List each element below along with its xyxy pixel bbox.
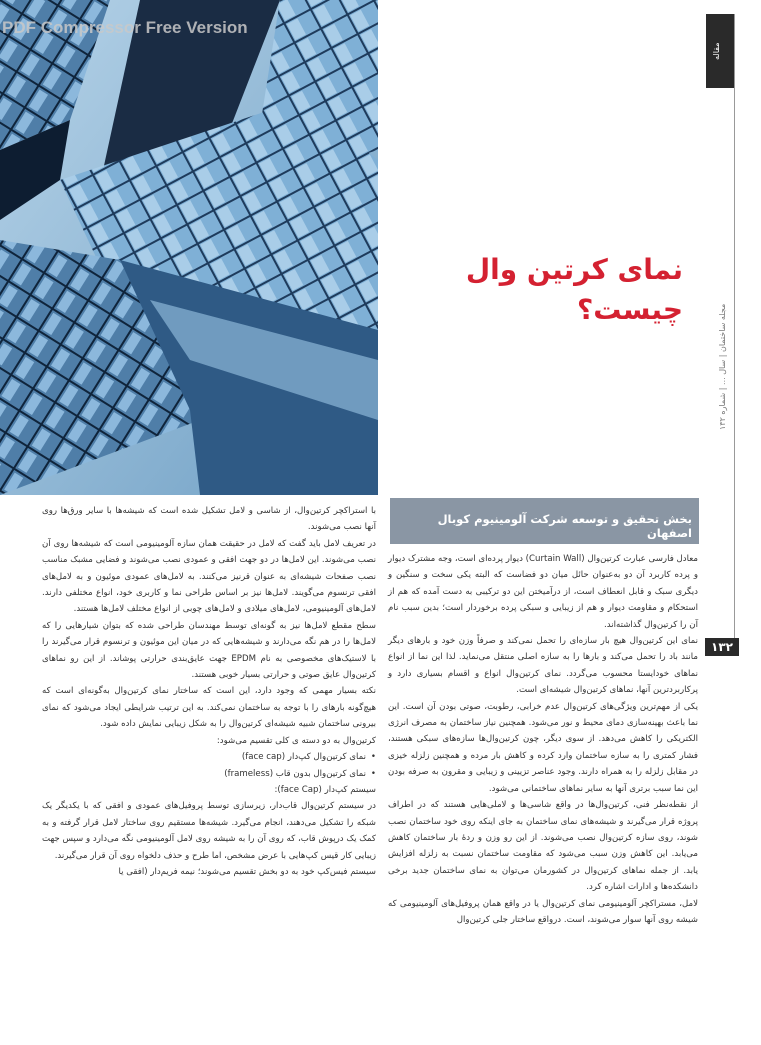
paragraph: یکی از مهم‌ترین ویژگی‌های کرتین‌وال عدم خرابی، رطوبت، صوتی بودن آن است. این نما باعث بهینه‌سازی دمای محیط و نور می‌شود. همچنین نیاز ساختمان به مصرف انرژی الکتریکی را کاهش می‌دهد. از سوی دیگر، چون کرتین‌وال‌ها سازه‌های سبکی هستند، فشار کمتری را به سازه ساختمان وارد کرده و کاهش بار مرده و همچنین زلزله خیزی در مقابل زلزله را به همراه دارند. وجود عناصر تزیینی و زیبایی و مقرون به صرفه بودن این نما سبب برتری آنها به سایر نماهای ساختمانی می‌شود. [388, 701, 698, 794]
paragraph: کرتین‌وال به دو دسته ی کلی تقسیم می‌شود: [216, 735, 376, 746]
left-text-column [42, 503, 376, 880]
bullet-item: • نمای کرتین‌وال بدون قاب (frameless) [42, 766, 376, 782]
paragraph: در سیستم کرتین‌وال قاب‌دار، زیرسازی توسط پروفیل‌های عمودی و افقی که با یکدیگر یک شبکه را تشکیل می‌دهند، انجام می‌گیرد. شیشه‌ها مستقیم روی ساختار لامل قرار گرفته و به کمک یک درپوش قاب، که روی آن را به شیشه روی لامل آلومینیومی نگه می‌دارد و سپس جهت زیبایی کار قیس کپ‌هایی با عرض مشخص، اما طرح و حذف دلخواه روی آن قرار می‌گیرند. [42, 801, 376, 861]
paragraph: سطح مقطع لامل‌ها نیز به گونه‌ای توسط مهندسان طراحی شده که بتوان شیارهایی را که لامل‌ها را در هم نگه می‌دارند و شیشه‌هایی که در میان این موئیون و ترنسوم قرار می‌گیرند را با لاستیک‌های مخصوصی به نام EPDM جهت عایق‌بندی حرارتی پوشاند. از این رو نماهای کرتین‌وال عایق صوتی و حرارتی بسیار خوبی هستند. [42, 620, 377, 681]
building-photo [0, 0, 378, 495]
issue-info: مجله ساختمان | سال ... | شماره ۱۳۲ [718, 303, 727, 430]
author-text: بخش تحقیق و توسعه شرکت آلومینیوم کوبال اصفهان [437, 512, 692, 540]
section-tab-label: مقاله [712, 42, 721, 60]
bullet-item: • نمای کرتین‌وال کپ‌دار (face cap) [42, 749, 376, 765]
paragraph: با استراکچر کرتین‌وال، از شاسی و لامل تشکیل شده است که شیشه‌ها با سایر ورق‌ها روی آنها نصب می‌شوند. [42, 506, 376, 533]
watermark: PDF Compressor Free Version [2, 18, 248, 37]
paragraph: معادل فارسی عبارت کرتین‌وال (Curtain Wall) دیوار پرده‌ای است، وجه مشترک دیوار و پرده کاربرد آن دو به‌عنوان حائل میان دو فضاست که البته یکی سخت و سنگین و دیگری سبک و قابل انعطاف است، از درآمیختن این دو ترکیبی به دست آمده که هم از استحکام و مقاومت دیوار و هم از زیبایی و سبکی پرده برخوردار است؛ بدین سبب نام آن را کرتین‌وال گذاشته‌اند. [388, 554, 698, 630]
paragraph: نکته بسیار مهمی که وجود دارد، این است که ساختار نمای کرتین‌وال به‌گونه‌ای است که هیچ‌گونه بارهای را با توجه به ساختمان نمی‌کند. به این ترتیب شرایطی ایجاد می‌شود که نمای بیرونی ساختمان شبیه شیشه‌ای کرتین‌وال را به شکل زیبایی نمایش داده شود. [42, 686, 376, 730]
paragraph: از نقطه‌نظر فنی، کرتین‌وال‌ها در واقع شاسی‌ها و لاملی‌هایی هستند که در اطراف پروژه قرار می‌گیرند و شیشه‌های نمای ساختمان به جای اینکه روی خود ساختمان نصب شوند، روی سازه کرتین‌وال نصب می‌شوند. از این رو وزن و ردهٔ بار ساختمان کاهش می‌یابد. این کاهش وزن سبب می‌شود که مقاومت ساختمان نسبت به زلزله افزایش یابد. از جمله نماهای کرتین‌وال در کشورمان می‌توان به نمای ساختمان جدید برخی دانشکده‌ها و ادارات اشاره کرد. [388, 800, 698, 893]
paragraph: نمای این کرتین‌وال هیچ بار سازه‌ای را تحمل نمی‌کند و صرفاً وزن خود و بارهای دیگر مانند باد را تحمل می‌کند و بارها را به سازه اصلی منتقل می‌نماید. لذا این نما از انواع نماهای خودایستا محسوب می‌گردد. نمای کرتین‌وال انواع و اقسام بسیاری دارد و پرکاربردترین آنها، نماهای کرتین‌وال شیشه‌ای است. [388, 636, 698, 696]
paragraph: سیستم فیس‌کپ خود به دو بخش تقسیم می‌شوند؛ نیمه فریم‌دار (افقی یا [118, 866, 376, 877]
page-number: ۱۳۲ [705, 638, 739, 656]
article-title: نمای کرتین وال چیست؟ [465, 253, 683, 326]
paragraph: در تعریف لامل باید گفت که لامل در حقیقت همان سازه آلومینیومی است که شیشه‌ها روی آن نصب می‌شوند. این لامل‌ها در دو جهت افقی و عمودی نصب می‌شوند و فضایی مشبک مناسب نصب صفحات شیشه‌ای به عنوان قرنیز می‌کنند. به لامل‌های عمودی موئیون و به لامل‌های افقی ترنسوم می‌گویند. لامل‌ها نیز بر اساس طراحی نما و کاربری خود، انواع مختلفی دارند. لامل‌های آلومینیومی، لامل‌های میلادی و لامل‌های چوبی از انواع مختلف لامل‌ها هستند. [42, 538, 376, 615]
glass-building-illustration [0, 0, 378, 495]
subheading: سیستم کپ‌دار (face Cap): [274, 784, 376, 795]
paragraph: لامل، مستراکچر آلومینیومی نمای کرتین‌وال یا در واقع همان پروفیل‌های آلومینیومی که شیشه روی آنها سوار می‌شوند، است. درواقع ساختار جلی کرتین‌وال [388, 898, 698, 925]
side-divider [734, 14, 735, 654]
right-text-column [388, 551, 698, 928]
